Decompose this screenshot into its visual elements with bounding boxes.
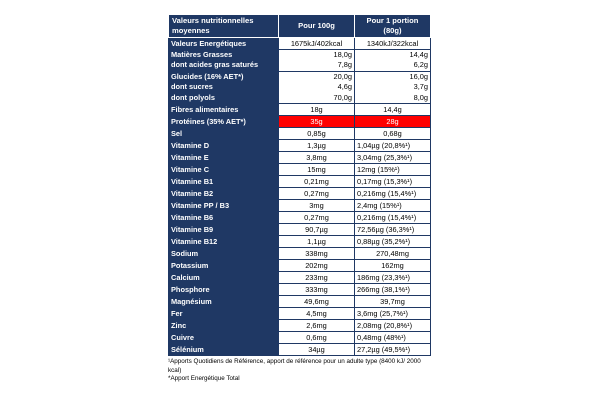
footnote-total-energy: *Apport Energétique Total bbox=[168, 375, 240, 383]
row-label: Vitamine B1 bbox=[169, 176, 279, 188]
row-proteins bbox=[169, 116, 431, 128]
value-polyols-100g: 70,0g bbox=[333, 92, 352, 102]
label-saturated: dont acides gras saturés bbox=[171, 60, 259, 70]
value-sugars-portion: 3,7g bbox=[413, 82, 428, 92]
value-sugars-100g: 4,6g bbox=[337, 82, 352, 92]
row-label: Valeurs Energétiques bbox=[169, 38, 279, 50]
row-vitamin-d bbox=[169, 140, 431, 152]
value-per-portion: 72,56µg (36,3%¹) bbox=[355, 224, 431, 236]
row-label: Vitamine B2 bbox=[169, 188, 279, 200]
row-vitamin-b2 bbox=[169, 188, 431, 200]
value-per-100g: 34µg bbox=[279, 344, 355, 356]
value-per-portion: 186mg (23,3%¹) bbox=[355, 272, 431, 284]
value-per-portion: 0,17mg (15,3%¹) bbox=[355, 176, 431, 188]
row-label: Fer bbox=[169, 308, 279, 320]
value-per-100g: 90,7µg bbox=[279, 224, 355, 236]
row-label: Vitamine B12 bbox=[169, 236, 279, 248]
value-per-portion: 3,6mg (25,7%¹) bbox=[355, 308, 431, 320]
header-per-portion: Pour 1 portion (80g) bbox=[355, 15, 431, 38]
row-label: Vitamine PP / B3 bbox=[169, 200, 279, 212]
value-per-100g: 233mg bbox=[279, 272, 355, 284]
row-label: Potassium bbox=[169, 260, 279, 272]
value-per-100g: 1,3µg bbox=[279, 140, 355, 152]
row-label: Magnésium bbox=[169, 296, 279, 308]
value-per-portion: 27,2µg (49,5%¹) bbox=[355, 344, 431, 356]
table-header-row bbox=[169, 15, 431, 38]
row-label: Sélénium bbox=[169, 344, 279, 356]
value-saturated-100g: 7,8g bbox=[337, 60, 352, 70]
value-per-100g: 333mg bbox=[279, 284, 355, 296]
row-label: Fibres alimentaires bbox=[169, 104, 279, 116]
row-vitamin-b1 bbox=[169, 176, 431, 188]
value-per-100g: 0,6mg bbox=[279, 332, 355, 344]
row-label: Protéines (35% AET*) bbox=[169, 116, 279, 128]
row-vitamin-b3 bbox=[169, 200, 431, 212]
value-saturated-portion: 6,2g bbox=[413, 60, 428, 70]
row-fats bbox=[169, 50, 431, 72]
value-polyols-portion: 8,0g bbox=[413, 92, 428, 102]
value-per-100g: 1,1µg bbox=[279, 236, 355, 248]
header-per-100g: Pour 100g bbox=[279, 15, 355, 38]
value-fats-portion: 14,4g bbox=[409, 50, 428, 59]
row-label: Vitamine B6 bbox=[169, 212, 279, 224]
row-carbohydrates bbox=[169, 71, 431, 103]
row-label: Zinc bbox=[169, 320, 279, 332]
value-per-portion: 1340kJ/322kcal bbox=[355, 38, 431, 50]
value-per-portion bbox=[355, 50, 431, 72]
value-per-100g: 338mg bbox=[279, 248, 355, 260]
row-vitamin-b9 bbox=[169, 224, 431, 236]
row-label bbox=[169, 71, 279, 103]
row-magnesium bbox=[169, 296, 431, 308]
value-per-100g: 3mg bbox=[279, 200, 355, 212]
nutrition-table-container bbox=[168, 14, 430, 384]
value-per-100g: 49,6mg bbox=[279, 296, 355, 308]
value-per-portion: 2,4mg (15%¹) bbox=[355, 200, 431, 212]
value-per-portion: 28g bbox=[355, 116, 431, 128]
value-per-100g: 3,8mg bbox=[279, 152, 355, 164]
value-per-portion: 0,68g bbox=[355, 128, 431, 140]
value-per-100g: 2,6mg bbox=[279, 320, 355, 332]
footnote-reference-intakes: ¹Apports Quotidiens de Référence, apport de référence pour un adulte type (8400 kJ/ 2000 kcal) bbox=[168, 358, 421, 374]
row-vitamin-c bbox=[169, 164, 431, 176]
nutrition-table bbox=[168, 14, 431, 356]
value-per-100g: 1675kJ/402kcal bbox=[279, 38, 355, 50]
row-label: Phosphore bbox=[169, 284, 279, 296]
header-nutrition-values: Valeurs nutritionnelles moyennes bbox=[169, 15, 279, 38]
row-label: Sodium bbox=[169, 248, 279, 260]
value-per-portion: 0,88µg (35,2%¹) bbox=[355, 236, 431, 248]
footnotes bbox=[168, 358, 430, 384]
row-sodium bbox=[169, 248, 431, 260]
row-calcium bbox=[169, 272, 431, 284]
value-per-portion: 162mg bbox=[355, 260, 431, 272]
row-label bbox=[169, 50, 279, 72]
label-sugars: dont sucres bbox=[171, 82, 213, 92]
row-label: Calcium bbox=[169, 272, 279, 284]
value-per-portion: 2,08mg (20,8%¹) bbox=[355, 320, 431, 332]
row-label: Vitamine B9 bbox=[169, 224, 279, 236]
row-label: Cuivre bbox=[169, 332, 279, 344]
value-per-100g: 18g bbox=[279, 104, 355, 116]
row-zinc bbox=[169, 320, 431, 332]
row-iron bbox=[169, 308, 431, 320]
value-per-100g: 0,27mg bbox=[279, 212, 355, 224]
row-phosphorus bbox=[169, 284, 431, 296]
value-per-100g bbox=[279, 50, 355, 72]
row-label: Vitamine D bbox=[169, 140, 279, 152]
value-per-portion bbox=[355, 71, 431, 103]
value-per-100g: 0,21mg bbox=[279, 176, 355, 188]
row-energy bbox=[169, 38, 431, 50]
value-per-100g: 4,5mg bbox=[279, 308, 355, 320]
label-fats: Matières Grasses bbox=[171, 50, 233, 59]
row-label: Vitamine E bbox=[169, 152, 279, 164]
value-per-100g: 15mg bbox=[279, 164, 355, 176]
row-selenium bbox=[169, 344, 431, 356]
row-vitamin-b12 bbox=[169, 236, 431, 248]
row-potassium bbox=[169, 260, 431, 272]
value-per-portion: 0,216mg (15,4%¹) bbox=[355, 212, 431, 224]
value-per-portion: 14,4g bbox=[355, 104, 431, 116]
label-carbs: Glucides (16% AET*) bbox=[171, 71, 244, 81]
value-per-100g: 35g bbox=[279, 116, 355, 128]
row-copper bbox=[169, 332, 431, 344]
value-fats-100g: 18,0g bbox=[333, 50, 352, 59]
value-per-portion: 3,04mg (25,3%¹) bbox=[355, 152, 431, 164]
row-vitamin-b6 bbox=[169, 212, 431, 224]
value-per-portion: 0,216mg (15,4%¹) bbox=[355, 188, 431, 200]
row-label: Sel bbox=[169, 128, 279, 140]
value-per-100g: 0,85g bbox=[279, 128, 355, 140]
value-per-portion: 12mg (15%¹) bbox=[355, 164, 431, 176]
value-per-portion: 266mg (38,1%¹) bbox=[355, 284, 431, 296]
label-polyols: dont polyols bbox=[171, 92, 215, 102]
value-per-100g: 0,27mg bbox=[279, 188, 355, 200]
row-vitamin-e bbox=[169, 152, 431, 164]
row-fibres bbox=[169, 104, 431, 116]
value-per-portion: 270,48mg bbox=[355, 248, 431, 260]
row-salt bbox=[169, 128, 431, 140]
value-per-portion: 0,48mg (48%¹) bbox=[355, 332, 431, 344]
value-per-100g bbox=[279, 71, 355, 103]
row-label: Vitamine C bbox=[169, 164, 279, 176]
value-per-portion: 1,04µg (20,8%¹) bbox=[355, 140, 431, 152]
value-per-portion: 39,7mg bbox=[355, 296, 431, 308]
value-carbs-portion: 16,0g bbox=[409, 71, 428, 81]
value-carbs-100g: 20,0g bbox=[333, 71, 352, 81]
value-per-100g: 202mg bbox=[279, 260, 355, 272]
